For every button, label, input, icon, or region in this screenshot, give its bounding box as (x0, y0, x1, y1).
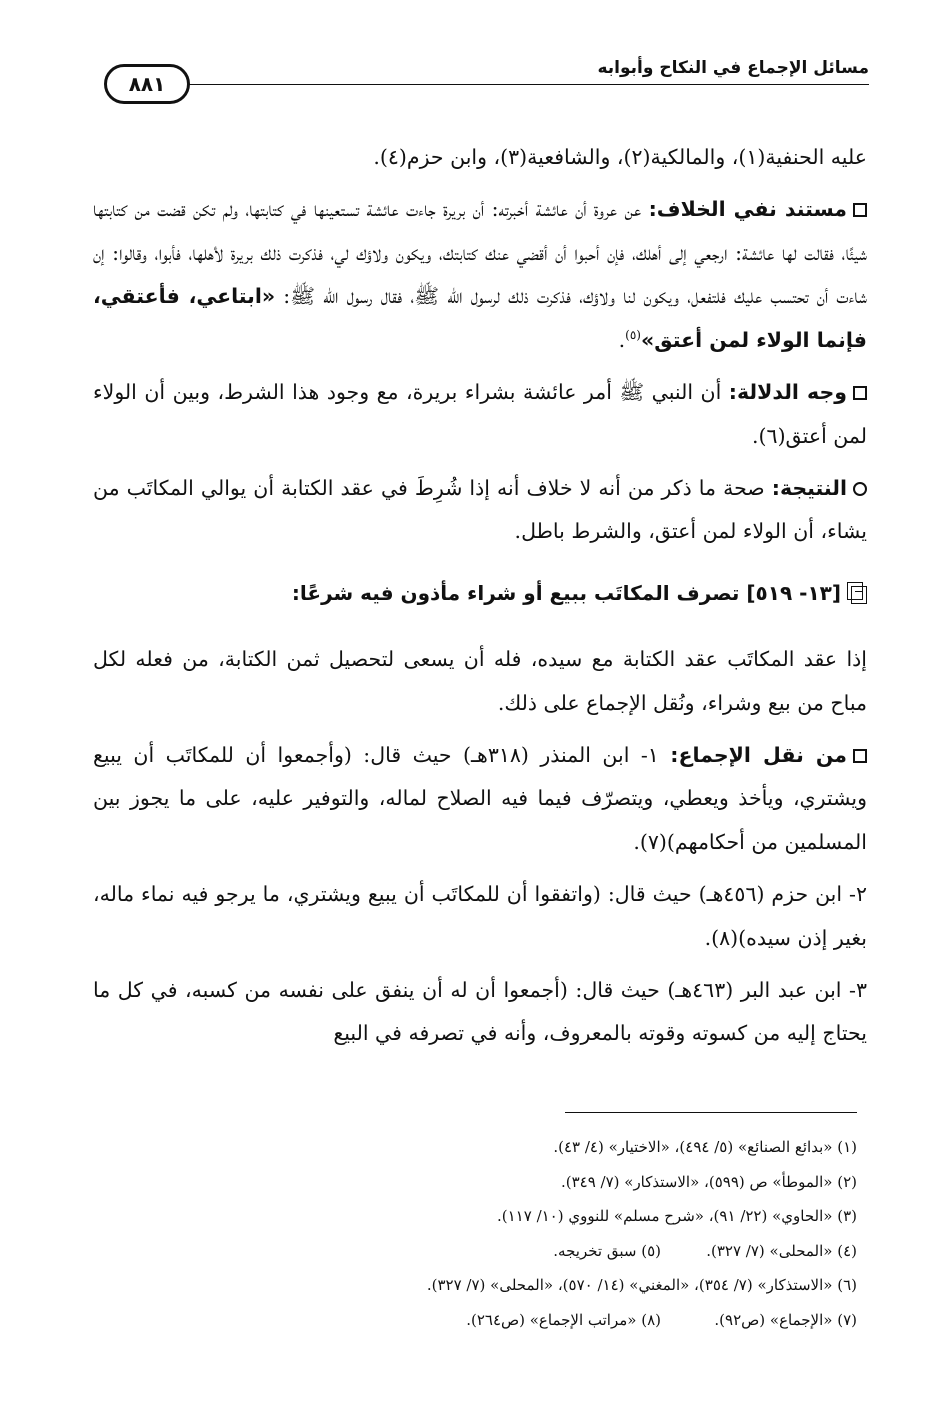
paragraph-text: ٣- ابن عبد البر (٤٦٣هـ) حيث قال: (أجمعوا أن له أن ينفق على نفسه من كسبه، في كل ما يحتاج إليه من كسوته وقوته بالمعروف، وأنه في تصرفه في البيع (93, 977, 867, 1046)
paragraph-transmitters (93, 734, 867, 865)
circle-bullet-icon (853, 482, 867, 496)
footnote (90, 1234, 857, 1269)
paragraph-text: ١- ابن المنذر (٣١٨هـ) حيث قال: (وأجمعوا أن للمكاتَب أن يبيع ويشتري، ويأخذ ويعطي، ويتصرّف فيما فيه الصلاح لماله، والتوفير عليه، على ما يجوز بين المسلمين من أحكامهم)(٧). (93, 742, 867, 855)
label-result: النتيجة: (771, 475, 847, 500)
footnote (90, 1165, 857, 1200)
paragraph-intro (93, 638, 867, 726)
footnote-text: (٦) «الاستذكار» (٧/ ٣٥٤)، «المغني» (١٤/ ٥٧٠)، «المحلى» (٧/ ٣٢٧). (426, 1276, 857, 1294)
paragraph-text: عليه الحنفية(١)، والمالكية(٢)، والشافعية(٣)، وابن حزم(٤). (373, 145, 867, 169)
paragraph-consensus-list (93, 136, 867, 180)
document-stack-icon (851, 586, 867, 604)
footnotes (90, 1130, 857, 1337)
square-bullet-icon (853, 386, 867, 400)
main-text (93, 136, 867, 1064)
footnote-text: (٨) «مراتب الإجماع» (ص٢٦٤). (466, 1310, 661, 1329)
hadith-quote: «ابتاعي، فأعتقي، فإنما الولاء لمن أعتق» (93, 284, 867, 353)
paragraph-ibn-hazm (93, 873, 867, 961)
footnote-text: (١) «بدائع الصنائع» (٥/ ٤٩٤)، «الاختيار» (٤/ ٤٣). (553, 1138, 857, 1156)
paragraph-text: عن عروة أن عائشة أخبرته: أن بريرة جاءت عائشة تستعينها في كتابتها، ولم تكن قضت من كتابتها شيئًا، فقالت لها عائشة: ارجعي إلى أهلك، فإن أحبوا أن أقضي عنك كتابتك، ويكون ولاؤك لي، فذكرت ذلك بريرة لأهلها، فأبوا، وقالوا: إن شاءت أن تحتسب عليك فلتفعل، ويكون لنا ولاؤك، فذكرت ذلك لرسول الله ﷺ، فقال رسول الله ﷺ: (93, 196, 867, 309)
paragraph-result (93, 467, 867, 555)
footnote-text: (٧) «الإجماع» (ص٩٢). (714, 1310, 857, 1329)
running-header-title: مسائل الإجماع في النكاح وأبوابه (597, 58, 869, 78)
square-bullet-icon (853, 203, 867, 217)
footnote (90, 1130, 857, 1165)
footnote-text: (٥) سبق تخريجه. (553, 1241, 661, 1260)
paragraph-text: ٢- ابن حزم (٤٥٦هـ) حيث قال: (واتفقوا أن للمكاتَب أن يبيع ويشتري، ما يرجو فيه نماء ماله، بغير إذن سيده)(٨). (93, 881, 867, 950)
paragraph-indication (93, 371, 867, 459)
footnote-text: (٤) «المحلى» (٧/ ٣٢٧). (706, 1241, 857, 1260)
label-evidence: مستند نفي الخلاف: (648, 196, 847, 221)
paragraph-evidence (93, 188, 867, 363)
header-rule (180, 84, 869, 85)
footnote-separator (565, 1112, 857, 1113)
paragraph-text: صحة ما ذكر من أنه لا خلاف أنه إذا شُرِطَ في عقد الكتابة أن يوالي المكاتَب من يشاء، أن الولاء لمن أعتق، والشرط باطل. (93, 475, 867, 544)
label-transmitters: من نقل الإجماع: (670, 742, 847, 767)
paragraph-ibn-abd-albarr (93, 969, 867, 1057)
paragraph-end: . (618, 328, 626, 353)
footnote (90, 1303, 857, 1338)
label-indication: وجه الدلالة: (728, 379, 847, 404)
footnote-ref: (٥) (625, 328, 641, 343)
page-number: ٨٨١ (104, 64, 190, 104)
section-heading (93, 572, 867, 616)
footnote-text: (٢) «الموطأ» ص (٥٩٩)، «الاستذكار» (٧/ ٣٤٩). (560, 1172, 857, 1191)
footnote (90, 1268, 857, 1303)
paragraph-text: إذا عقد المكاتَب عقد الكتابة مع سيده، فله أن يسعى لتحصيل ثمن الكتابة، من فعله لكل مباح من بيع وشراء، ونُقل الإجماع على ذلك. (93, 646, 867, 715)
footnote-text: (٣) «الحاوي» (٢٢/ ٩١)، «شرح مسلم» للنووي (١٠/ ١١٧). (497, 1207, 857, 1225)
square-bullet-icon (853, 749, 867, 763)
section-heading-text: [١٣- ٥١٩] تصرف المكاتَب ببيع أو شراء مأذون فيه شرعًا: (291, 581, 841, 606)
paragraph-text: أن النبي ﷺ أمر عائشة بشراء بريرة، مع وجود هذا الشرط، وبين أن الولاء لمن أعتق(٦). (93, 379, 867, 448)
footnote (90, 1199, 857, 1234)
